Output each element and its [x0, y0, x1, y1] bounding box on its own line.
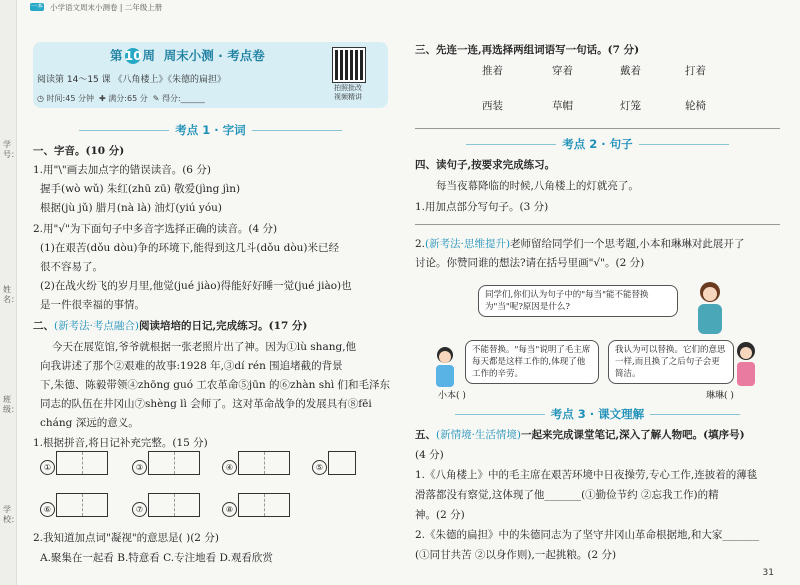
- quiz-meta: ◷ 时间:45 分钟 ✚ 满分:65 分 ✎ 得分:______: [37, 94, 205, 103]
- match-bottom-2[interactable]: 草帽: [552, 100, 573, 112]
- week-suffix: 周: [142, 48, 156, 63]
- q2-line-1[interactable]: (1)在艰苦(dǒu dòu)争的环境下,能得到这几斗(dǒu dòu)米已经: [40, 242, 339, 254]
- s5-tag: (新情境·生活情境): [436, 429, 522, 441]
- reading-range: 阅读第 14～15 课 《八角楼上》《朱德的扁担》: [37, 75, 226, 85]
- section-heading-kd2: [415, 136, 780, 152]
- pinyin-row-2[interactable]: 根据(jù jǔ) 腊月(nà là) 油灯(yiú yóu): [40, 202, 223, 214]
- boy-figure-icon: [430, 345, 460, 390]
- writing-grid-5[interactable]: [328, 451, 356, 475]
- answer-line[interactable]: [415, 128, 780, 129]
- match-bottom-3[interactable]: 灯笼: [620, 100, 641, 112]
- grid-num-5: ⑤: [312, 460, 327, 475]
- writing-grid-6[interactable]: [56, 493, 108, 517]
- note-1-line-2[interactable]: 滑落都没有察觉,这体现了他_______(①勤俭节约 ②忘我工作)的精: [415, 489, 719, 501]
- question-2-2: 2.我知道加点词"凝视"的意思是( )(2 分): [33, 532, 219, 544]
- question-4-1: 1.用加点部分写句子。(3 分): [415, 201, 549, 213]
- qr-caption: 拍照批改 视频精讲: [334, 84, 362, 101]
- spine-name: 姓名：: [3, 285, 19, 304]
- writing-grid-3[interactable]: [148, 451, 200, 475]
- kd1-label: 考点 1 · 字词: [175, 123, 246, 137]
- q2-line-2: 很不容易了。: [40, 261, 103, 273]
- q2-line-4: 是一件很幸福的事情。: [40, 299, 145, 311]
- series-title: 小学语文周末小测卷 | 二年级上册: [50, 3, 163, 12]
- grid-num-4: ④: [222, 460, 237, 475]
- section-1-title: 一、字音。(10 分): [33, 145, 125, 157]
- s5-text: 一起来完成课堂笔记,深入了解人物吧。(填序号): [521, 429, 745, 441]
- section-5-title: [415, 427, 745, 442]
- note-1-line-1: 1.《八角楼上》中的毛主席在艰苦环境中日夜操劳,专心工作,连披着的薄毯: [415, 469, 758, 481]
- question-1-1: 1.用"\"画去加点字的错误读音。(6 分): [33, 164, 211, 176]
- week-prefix: 第: [110, 48, 123, 63]
- question-2-1: 1.根据拼音,将日记补充完整。(15 分): [33, 437, 208, 449]
- grid-label-1: [40, 455, 55, 475]
- grid-label-3: [132, 455, 147, 475]
- s5-num: 五、: [415, 429, 436, 441]
- diary-line-3: 下,朱德、陈毅带领④zhōng guó 工农革命⑤jūn 的⑥zhàn shì 们和毛泽东: [40, 379, 391, 391]
- grid-label-8: [222, 497, 237, 517]
- boy-speech-bubble: 不能替换。"每当"说明了毛主席每天都是这样工作的,体现了他工作的辛劳。: [465, 340, 599, 384]
- match-top-3[interactable]: 戴着: [620, 65, 641, 77]
- full-score: 满分:65 分: [108, 94, 148, 103]
- grid-num-1: ①: [40, 460, 55, 475]
- banner-title: [110, 46, 265, 64]
- quiz-title: 周末小测 · 考点卷: [163, 48, 265, 63]
- q2-line-3[interactable]: (2)在战火纷飞的岁月里,他觉(jué jiào)得能好好睡一觉(jué jiào)也: [40, 280, 352, 292]
- spine-student-no: 学号：: [3, 140, 19, 159]
- match-top-1[interactable]: 推着: [482, 65, 503, 77]
- brand-logo: 一本: [30, 3, 43, 10]
- qr-code-icon[interactable]: [333, 48, 365, 82]
- grid-num-8: ⑧: [222, 502, 237, 517]
- writing-grid-4[interactable]: [238, 451, 290, 475]
- writing-grid-7[interactable]: [148, 493, 200, 517]
- boy-name-choice[interactable]: 小本( ): [438, 391, 466, 401]
- section-4-title: 四、读句子,按要求完成练习。: [415, 159, 556, 171]
- r2-text: 老师留给同学们一个思考题,小本和琳琳对此展开了: [510, 238, 745, 250]
- match-bottom-1[interactable]: 西装: [482, 100, 503, 112]
- girl-name-choice[interactable]: 琳琳( ): [706, 391, 734, 401]
- match-top-2[interactable]: 穿着: [552, 65, 573, 77]
- diary-line-1: 今天在展览馆,爷爷就根据一张老照片出了神。因为①lù shang,他: [52, 341, 357, 353]
- time-limit: 时间:45 分钟: [46, 94, 94, 103]
- section-heading-kd1: [33, 122, 388, 138]
- s5-score: (4 分): [415, 449, 444, 461]
- writing-grid-8[interactable]: [238, 493, 290, 517]
- r2-tag: (新考法·思维提升): [425, 238, 511, 250]
- section-2-title: [33, 318, 307, 333]
- s2-tag: (新考法·考点融合): [54, 320, 140, 332]
- kd2-label: 考点 2 · 句子: [562, 137, 633, 151]
- section-3-title: 三、先连一连,再选择两组词语写一句话。(7 分): [415, 44, 640, 56]
- score-blank: 得分:______: [162, 94, 205, 103]
- grid-num-3: ③: [132, 460, 147, 475]
- grid-label-7: [132, 497, 147, 517]
- grid-label-5: [312, 455, 327, 475]
- q4-options[interactable]: A.聚集在一起看 B.特意看 C.专注地看 D.观看欣赏: [40, 552, 273, 564]
- writing-grid-1[interactable]: [56, 451, 108, 475]
- grid-num-7: ⑦: [132, 502, 147, 517]
- note-1-line-3: 神。(2 分): [415, 509, 465, 521]
- grade-label: 二年级上册: [124, 3, 163, 12]
- spine-school: 学校：: [3, 505, 19, 524]
- note-2-line-2: (①同甘共苦 ②以身作则),一起挑粮。(2 分): [415, 549, 617, 561]
- s2-num: 二、: [33, 320, 54, 332]
- s2-text: 阅读培培的日记,完成练习。(17 分): [139, 320, 308, 332]
- question-1-2: 2.用"√"为下面句子中多音字选择正确的读音。(4 分): [33, 223, 278, 235]
- match-top-4[interactable]: 打着: [685, 65, 706, 77]
- grid-num-6: ⑥: [40, 502, 55, 517]
- teacher-speech-bubble: 同学们,你们认为句子中的"每当"能不能替换为"当"呢?原因是什么?: [478, 285, 678, 317]
- match-bottom-4[interactable]: 轮椅: [685, 100, 706, 112]
- spine-class: 班级：: [3, 395, 19, 414]
- grid-label-4: [222, 455, 237, 475]
- r2-num: 2.: [415, 238, 426, 250]
- question-4-2-cont: 讨论。你赞同谁的想法?请在括号里画"√"。(2 分): [415, 257, 645, 269]
- series-name: 小学语文周末小测卷: [50, 3, 118, 12]
- question-4-2: [415, 236, 744, 251]
- diary-line-2: 向我讲述了那个②艰难的故事:1928 年,③dí rén 围追堵截的背景: [40, 360, 343, 372]
- week-number-badge: 10: [124, 48, 142, 63]
- diary-line-4: 同志的队伍在井冈山⑦shèng lì 会师了。这对革命战争的发展具有⑧fēi: [40, 398, 372, 410]
- note-2-line-1[interactable]: 2.《朱德的扁担》中的朱德同志为了坚守井冈山革命根据地,和大家_______: [415, 529, 760, 541]
- page-number: 31: [762, 568, 774, 578]
- diary-line-5: cháng 深远的意义。: [40, 417, 139, 429]
- girl-figure-icon: [730, 340, 762, 390]
- answer-line-2[interactable]: [415, 224, 780, 225]
- grid-label-6: [40, 497, 55, 517]
- girl-speech-bubble: 我认为可以替换。它们的意思一样,而且换了之后句子会更简洁。: [608, 340, 734, 384]
- kd3-label: 考点 3 · 课文理解: [550, 407, 645, 421]
- pinyin-row-1[interactable]: 握手(wò wǔ) 朱红(zhū zū) 敬爱(jìng jìn): [40, 183, 241, 195]
- teacher-figure-icon: [690, 280, 730, 340]
- example-sentence: 每当夜幕降临的时候,八角楼上的灯就亮了。: [436, 180, 639, 192]
- section-heading-kd3: [415, 406, 780, 422]
